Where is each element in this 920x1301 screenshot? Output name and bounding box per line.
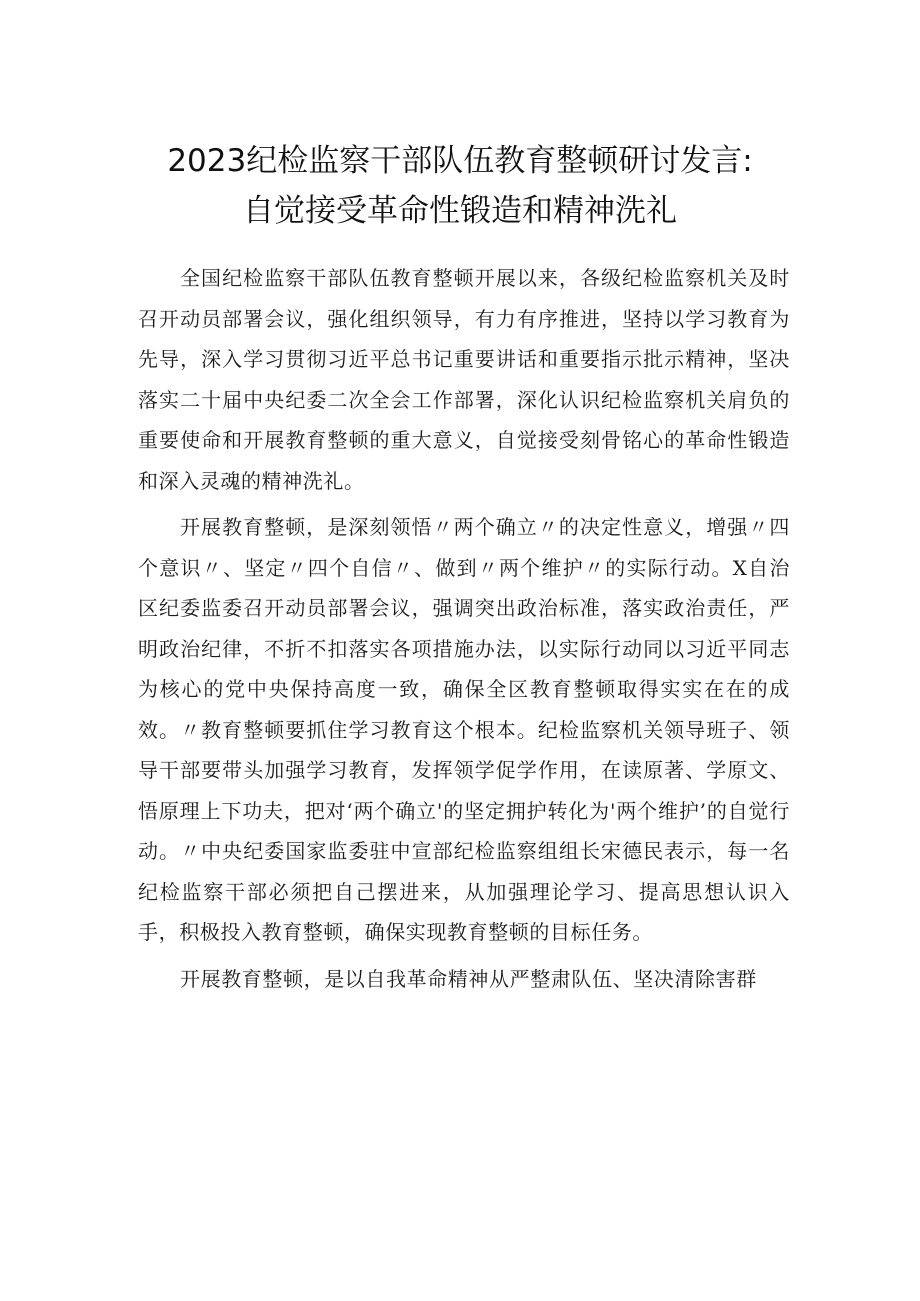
paragraph-1: 全国纪检监察干部队伍教育整顿开展以来，各级纪检监察机关及时召开动员部署会议，强化组织领导，有力有序推进，坚持以学习教育为先导，深入学习贯彻习近平总书记重要讲话和重要指示批示精神，坚决落实二十届中央纪委二次全会工作部署，深化认识纪检监察机关肩负的重要使命和开展教育整顿的重大意义，自觉接受刻骨铭心的革命性锻造和深入灵魂的精神洗礼。: [138, 266, 790, 493]
paragraph-3: 开展教育整顿，是以自我革命精神从严整肃队伍、坚决清除害群: [180, 966, 757, 991]
document-body: [138, 258, 790, 1005]
document-title-line-1: 2023纪检监察干部队伍教育整顿研讨发言:: [167, 143, 753, 179]
document-title-line-2: 自觉接受革命性锻造和精神洗礼: [243, 193, 677, 229]
paragraph-2: 开展教育整顿，是深刻领悟〃两个确立〃的决定性意义，增强〃四个意识〃、坚定〃四个自信〃、做到〃两个维护〃的实际行动。X自治区纪委监委召开动员部署会议，强调突出政治标准，落实政治责任，严明政治纪律，不折不扣落实各项措施办法，以实际行动同以习近平同志为核心的党中央保持高度一致，确保全区教育整顿取得实实在在的成效。〃教育整顿要抓住学习教育这个根本。纪检监察机关领导班子、领导干部要带头加强学习教育，发挥领学促学作用，在读原著、学原文、悟原理上下功夫，把对‘两个确立'的坚定拥护转化为'两个维护’的自觉行动。〃中央纪委国家监委驻中宣部纪检监察组组长宋德民表示，每一名纪检监察干部必须把自己摆进来，从加强理论学习、提高思想认识入手，积极投入教育整顿，确保实现教育整顿的目标任务。: [138, 515, 790, 944]
